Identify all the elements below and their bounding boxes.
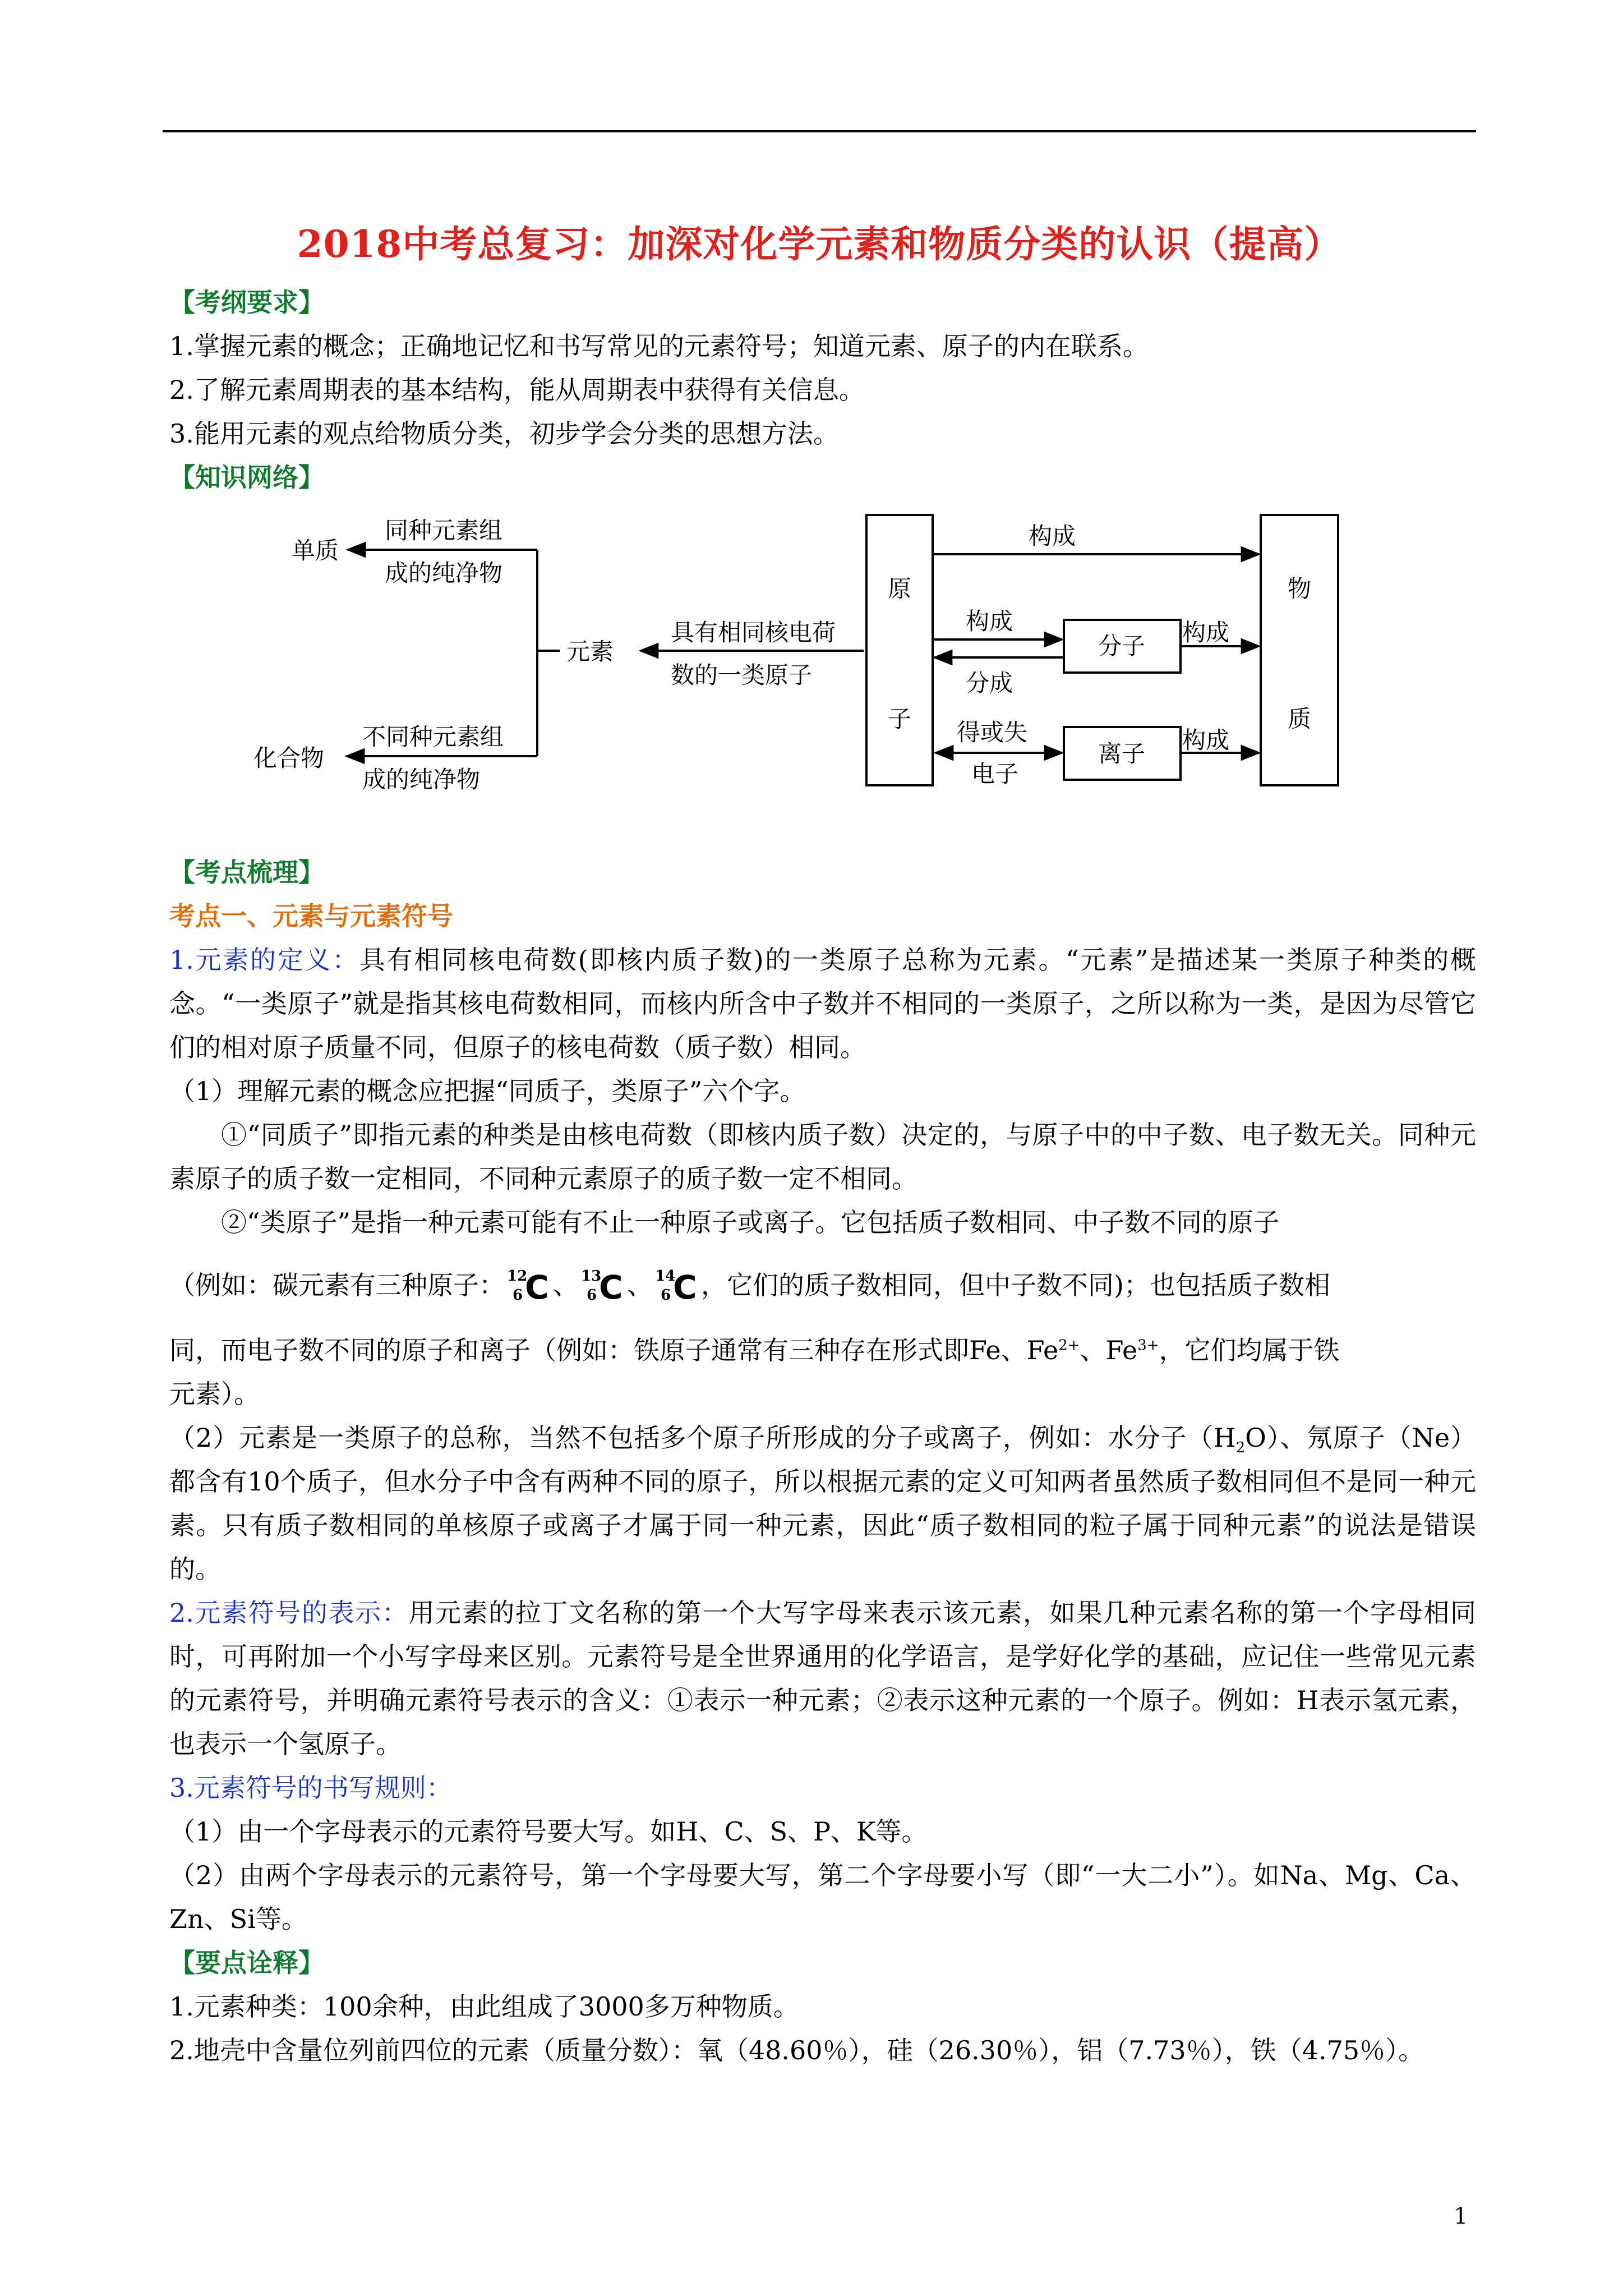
isotope-c12 <box>505 1266 553 1309</box>
page-number: 1 <box>1454 2203 1468 2229</box>
label-goucheng-fenzi: 构成 <box>1182 619 1230 646</box>
label-goucheng-top: 构成 <box>1029 522 1076 550</box>
para1-text: 具有相同核电荷数(即核内质子数)的一类原子总称为元素。“元素”是描述某一类原子种类的概念。“一类原子”就是指其核电荷数相同，而核内所含中子数并不相同的一类原子，之所以称为一类，是因为尽管它们的相对原子质量不同，但原子的核电荷数（质子数）相同。 <box>169 945 1476 1062</box>
label-tongzhong-2: 成的纯净物 <box>385 559 503 587</box>
label-yuan: 原 <box>888 575 912 602</box>
label-yuansu: 元素 <box>566 638 614 665</box>
c12-number: 6 <box>513 1287 523 1304</box>
para1-label: 1.元素的定义： <box>169 945 359 975</box>
para1-2 <box>169 1416 1476 1591</box>
kaogang-item-3: 3.能用元素的观点给物质分类，初步学会分类的思想方法。 <box>169 418 839 449</box>
label-butong-2: 成的纯净物 <box>362 766 481 793</box>
yaodian-item-2: 2.地壳中含量位列前四位的元素（质量分数）：氧（48.60％），硅（26.30％），铝（7.73％），铁（4.75％）。 <box>169 2035 1424 2065</box>
para3-2: （2）由两个字母表示的元素符号，第一个字母要大写，第二个字母要小写（即“一大二小”）。如Na、Mg、Ca、Zn、Si等。 <box>169 1860 1476 1934</box>
label-danzhi: 单质 <box>292 537 339 564</box>
section-zhishi: 【知识网络】 <box>169 462 324 493</box>
fe-line-pre: 同，而电子数不同的原子和离子（例如：铁原子通常有三种存在形式即Fe、Fe <box>169 1335 1059 1365</box>
label-lizi: 离子 <box>1098 740 1146 767</box>
kaodian1-title: 考点一、元素与元素符号 <box>169 901 453 931</box>
para2-text: 用元素的拉丁文名称的第一个大写字母来表示该元素，如果几种元素名称的第一个字母相同时，可再附加一个小写字母来区别。元素符号是全世界通用的化学语言，是学好化学的基础，应记住一些常见元素的元素符号，并明确元素符号表示的含义：①表示一种元素；②表示这种元素的一个原子。例如：H表示氢元素，也表示一个氢原子。 <box>169 1598 1477 1759</box>
para1-1b-start: ②“类原子”是指一种元素可能有不止一种原子或离子。它包括质子数相同、中子数不同的原子 <box>221 1207 1280 1237</box>
section-kaodian: 【考点梳理】 <box>169 857 324 887</box>
para1-1a: ①“同质子”即指元素的种类是由核电荷数（即核内质子数）决定的，与原子中的中子数、电子数无关。同种元素原子的质子数一定相同，不同种元素原子的质子数一定不相同。 <box>169 1120 1476 1194</box>
label-zi: 子 <box>888 705 912 733</box>
fe2-charge: 2+ <box>1058 1337 1080 1354</box>
iso-sep-2: 、 <box>627 1270 653 1300</box>
fe-line-post: ，它们均属于铁 <box>1159 1335 1340 1365</box>
label-xiangtong-2: 数的一类原子 <box>671 661 813 689</box>
c13-mass: 13 <box>581 1268 602 1285</box>
para1-1b-isotopes <box>169 1263 1476 1309</box>
kaogang-item-2: 2.了解元素周期表的基本结构，能从周期表中获得有关信息。 <box>169 375 865 405</box>
c13-symbol: C <box>599 1268 623 1306</box>
label-deshi-1: 得或失 <box>957 719 1028 746</box>
label-butong-1: 不同种元素组 <box>362 723 504 751</box>
isotope-c14 <box>653 1266 701 1309</box>
label-goucheng-mid: 构成 <box>966 608 1013 635</box>
label-xiangtong-1: 具有相同核电荷 <box>671 619 836 646</box>
para1-1b-post: ，它们的质子数相同，但中子数不同)；也包括质子数相 <box>701 1270 1330 1300</box>
label-fencheng: 分成 <box>966 669 1013 697</box>
para1-2-post: O）、氖原子（Ne）都含有10个质子，但水分子中含有两种不同的原子，所以根据元素的定义可知两者虽然质子数相同但不是同一种元素。只有质子数相同的单核原子或离子才属于同一种元素，因此“质子数相同的粒子属于同种元素”的说法是错误的。 <box>169 1423 1477 1584</box>
para2-label: 2.元素符号的表示： <box>169 1598 409 1628</box>
c12-symbol: C <box>525 1268 549 1306</box>
c14-number: 6 <box>661 1287 671 1304</box>
c13-number: 6 <box>587 1287 597 1304</box>
para1-1: （1）理解元素的概念应把握“同质子，类原子”六个字。 <box>169 1076 806 1106</box>
fe3-charge: 3+ <box>1137 1337 1159 1354</box>
page-title: 2018中考总复习：加深对化学元素和物质分类的认识（提高） <box>297 222 1342 266</box>
para1-1b-line4: 元素）。 <box>169 1379 260 1409</box>
h2o-subscript: 2 <box>1235 1439 1246 1457</box>
c14-symbol: C <box>673 1268 697 1306</box>
label-wu: 物 <box>1288 575 1312 602</box>
label-deshi-2: 电子 <box>971 760 1019 788</box>
section-yaodian: 【要点诠释】 <box>169 1948 324 1978</box>
para-symbol-representation <box>169 1591 1476 1766</box>
label-fenzi: 分子 <box>1098 632 1146 660</box>
para3-label: 3.元素符号的书写规则： <box>169 1773 452 1803</box>
para-element-definition <box>169 938 1476 1069</box>
para3-1: （1）由一个字母表示的元素符号要大写。如H、C、S、P、K等。 <box>169 1816 928 1847</box>
document-body <box>169 280 1476 2072</box>
fe-line-mid: 、Fe <box>1080 1335 1138 1365</box>
diagram-spacer <box>169 499 1476 850</box>
c12-mass: 12 <box>507 1268 528 1285</box>
c14-mass: 14 <box>655 1268 676 1285</box>
section-kaogang: 【考纲要求】 <box>169 287 324 318</box>
label-zhi: 质 <box>1288 705 1312 733</box>
para1-1b-pre: （例如：碳元素有三种原子： <box>169 1270 505 1300</box>
label-goucheng-lizi: 构成 <box>1182 726 1230 754</box>
label-huahewu: 化合物 <box>253 744 325 772</box>
isotope-c13 <box>579 1266 627 1309</box>
label-tongzhong-1: 同种元素组 <box>385 517 503 544</box>
para1-2-pre: （2）元素是一类原子的总称，当然不包括多个原子所形成的分子或离子，例如：水分子（H <box>169 1423 1236 1453</box>
kaogang-item-1: 1.掌握元素的概念；正确地记忆和书写常见的元素符号；知道元素、原子的内在联系。 <box>169 331 1149 361</box>
header-rule <box>163 130 1476 132</box>
para1-1b-line3 <box>169 1328 1476 1372</box>
iso-sep-1: 、 <box>553 1270 579 1300</box>
yaodian-item-1: 1.元素种类：100余种，由此组成了3000多万种物质。 <box>169 1991 799 2022</box>
